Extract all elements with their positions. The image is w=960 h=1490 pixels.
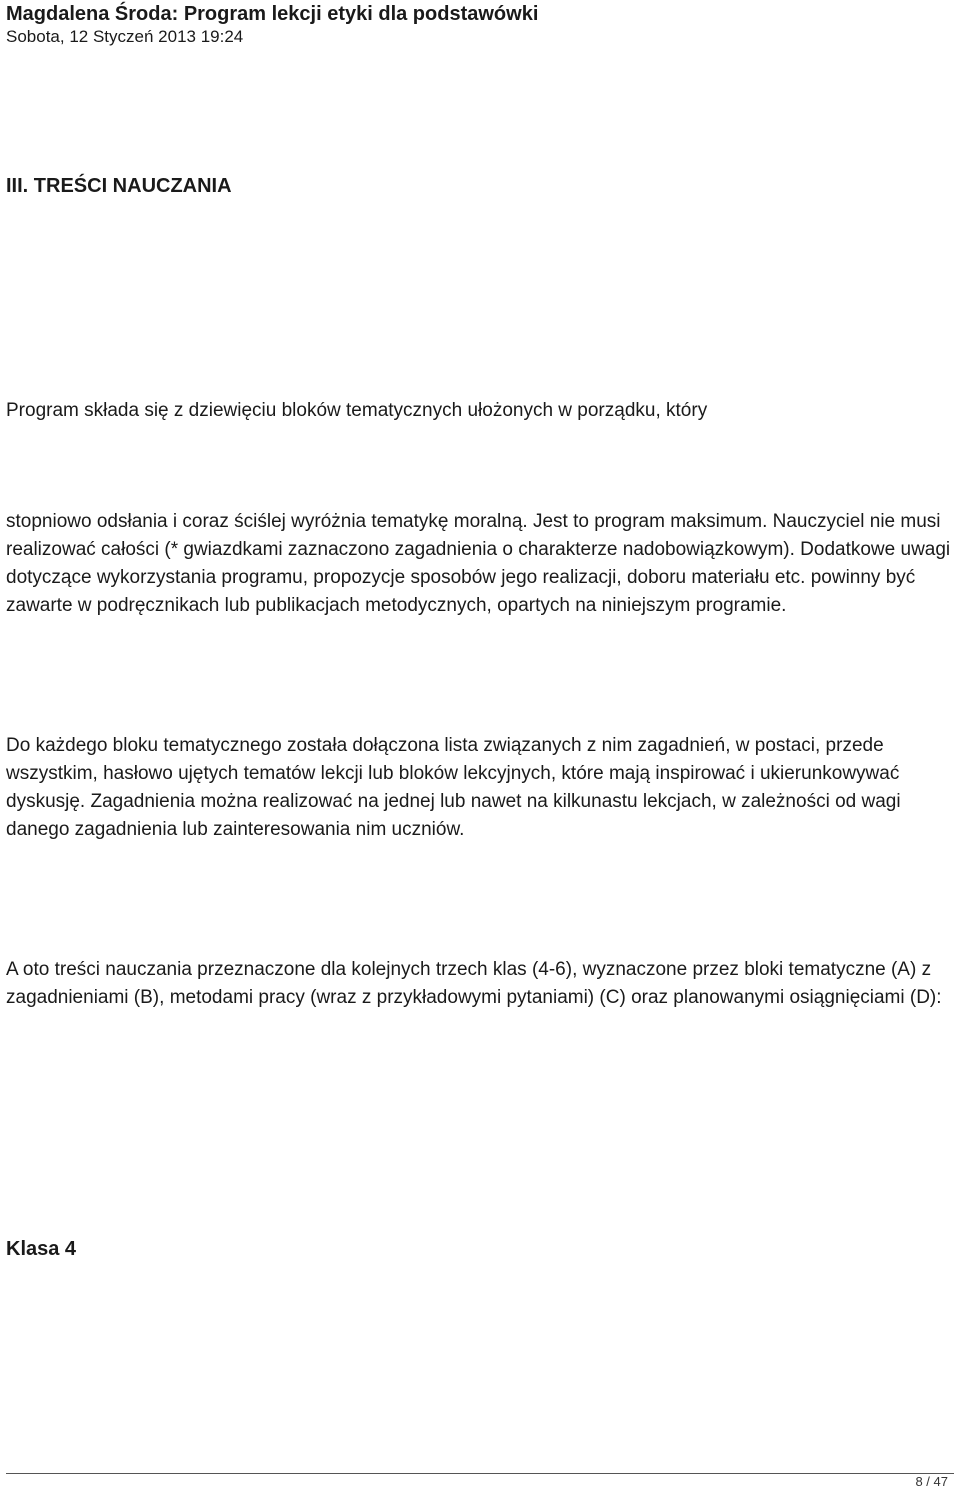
paragraph-program-scope: stopniowo odsłania i coraz ściślej wyróżnia tematykę moralną. Jest to program maksimum. Nauczyciel nie musi realizować całości (* gwiazdkami zaznaczono zagadnienia o charakterze nadobowiązkowym). Dodatkowe uwagi dotyczące wykorzystania programu, propozycje sposobów jego realizacji, doboru materiału etc. powinny być zawarte w podręcznikach lub publikacjach metodycznych, opartych na niniejszym programie.: [6, 511, 951, 616]
document-date: Sobota, 12 Styczeń 2013 19:24: [6, 27, 244, 46]
section-heading: III. TREŚCI NAUCZANIA: [6, 175, 232, 197]
paragraph-content-overview: A oto treści nauczania przeznaczone dla kolejnych trzech klas (4-6), wyznaczone przez bloki tematyczne (A) z zagadnieniami (B), metodami pracy (wraz z przykładowymi pytaniami) (C) oraz planowanymi osiągnięciami (D):: [6, 959, 942, 1008]
document-title: Magdalena Środa: Program lekcji etyki dla podstawówki: [6, 3, 539, 25]
class-heading: Klasa 4: [6, 1238, 77, 1260]
paragraph-topic-blocks: Do każdego bloku tematycznego została dołączona lista związanych z nim zagadnień, w postaci, przede wszystkim, hasłowo ujętych tematów lekcji lub bloków lekcyjnych, które mają inspirować i ukierunkowywać dyskusję. Zagadnienia można realizować na jednej lub nawet na kilkunastu lekcjach, w zależności od wagi danego zagadnienia lub zainteresowania nim uczniów.: [6, 735, 901, 840]
paragraph-program-intro: Program składa się z dziewięciu bloków tematycznych ułożonych w porządku, który: [6, 400, 708, 421]
page-number: 8 / 47: [915, 1474, 948, 1489]
footer-divider: [6, 1473, 954, 1474]
